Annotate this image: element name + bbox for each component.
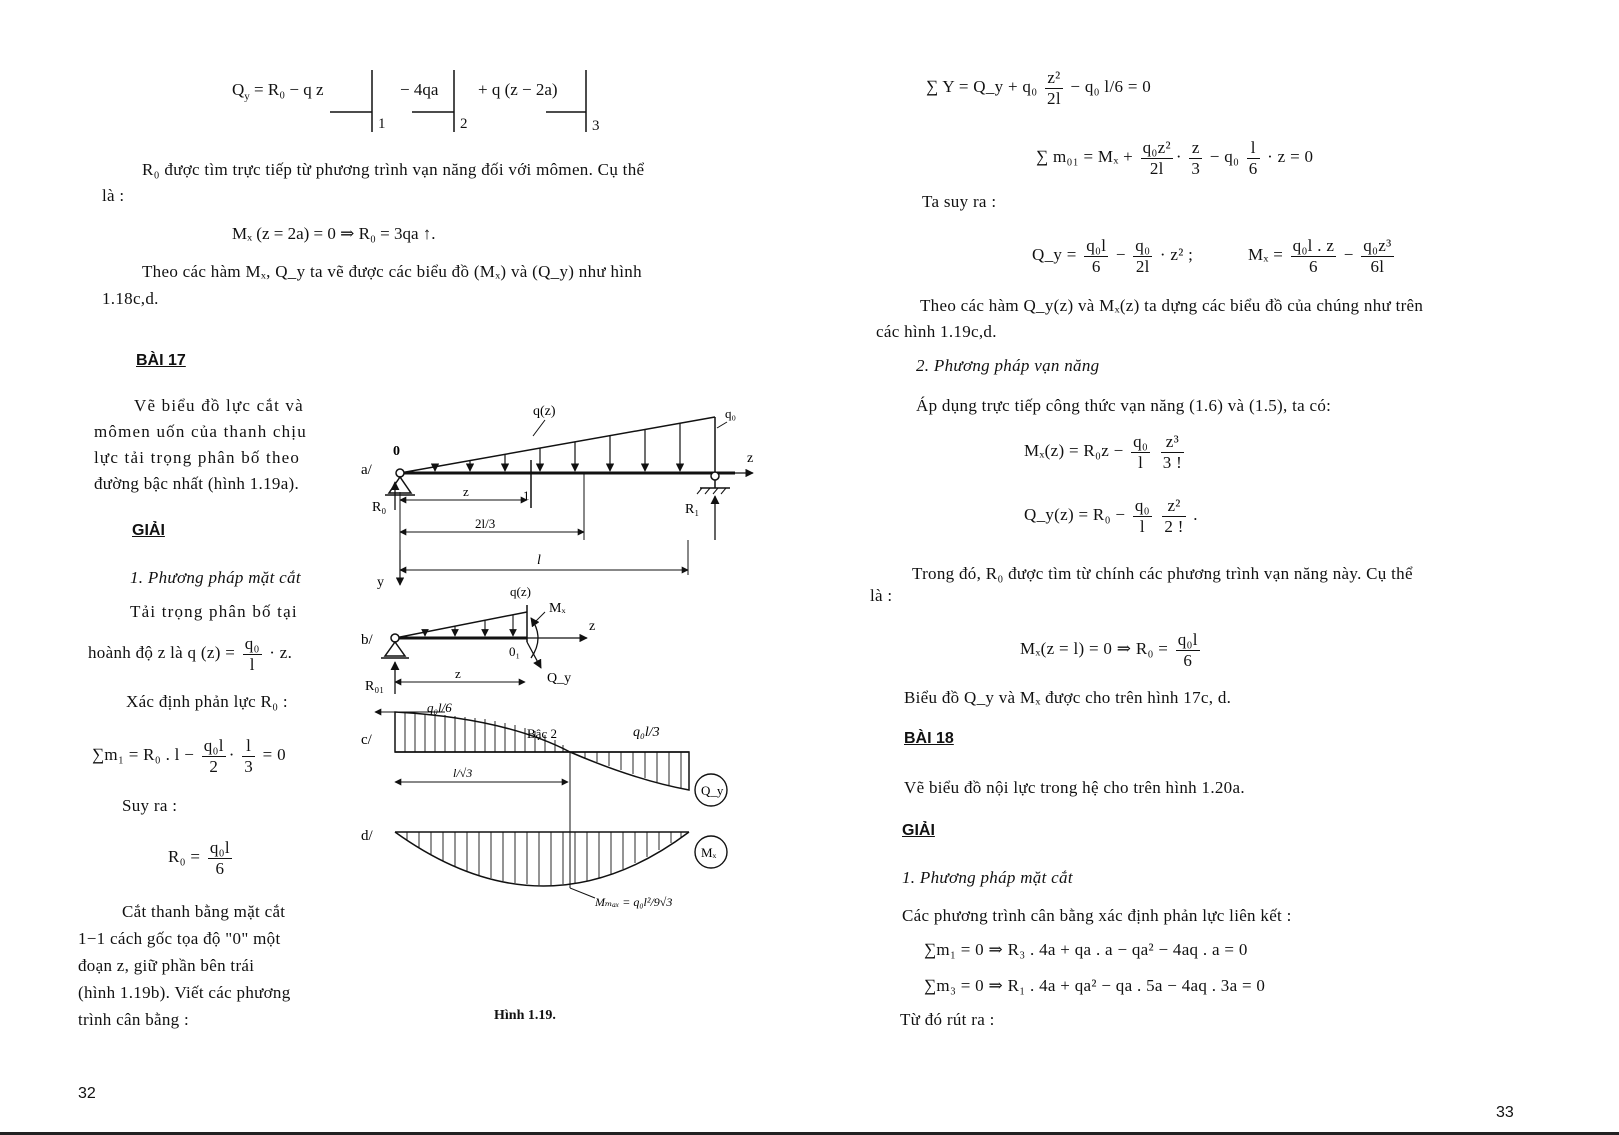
- label-q0l6: q₀l/6: [427, 700, 452, 715]
- label-Mx-b: Mₓ: [549, 601, 566, 616]
- qy-equation-bars: [320, 68, 620, 138]
- giai-heading-right: GIẢI: [902, 822, 935, 839]
- label-q0l3: q₀l/3: [633, 725, 660, 740]
- label-l-dim: l: [537, 553, 541, 568]
- cut-line-5: trình cân bằng :: [78, 1010, 190, 1029]
- problem-line-1: Vẽ biểu đồ lực cắt và: [134, 396, 304, 415]
- qy-mark-2: 2: [460, 116, 468, 132]
- equilibrium-eq-2: ∑m₃ = 0 ⇒ R₁ . 4a + qa² − qa . 5a − 4aq . 3a = 0: [924, 976, 1266, 995]
- label-mx-circle: Mₓ: [701, 845, 717, 860]
- qy-mark-3: 3: [592, 118, 600, 134]
- label-c: c/: [361, 732, 372, 748]
- label-q0: q₀: [725, 406, 737, 421]
- cut-line-3: đoạn z, giữ phần bên trái: [78, 956, 255, 975]
- qy-equation: $Q_y = R_0 - q$ z: [232, 80, 324, 103]
- cut-line-4: (hình 1.19b). Viết các phương: [78, 983, 291, 1002]
- reaction-line: Xác định phản lực R₀ :: [126, 692, 288, 711]
- paragraph-theo-line2: 1.18c,d.: [102, 289, 159, 308]
- tu-do-rut-ra: Từ đó rút ra :: [900, 1010, 995, 1029]
- problem-line-2: mômen uốn của thanh chịu: [94, 422, 307, 441]
- page-gutter: [820, 0, 821, 1135]
- paragraph-theo-line1: Theo các hàm Mₓ, Q_y ta vẽ được các biểu đồ (Mₓ) và (Q_y) như hình: [142, 262, 642, 281]
- label-qz-b: q(z): [510, 584, 531, 599]
- figure-1-19: [355, 400, 775, 940]
- label-z-b-dim: z: [455, 666, 461, 681]
- label-Qy-b: Q_y: [547, 671, 572, 686]
- label-b: b/: [361, 632, 373, 648]
- equilibrium-eq-1: ∑m₁ = 0 ⇒ R₃ . 4a + qa . a − qa² − 4aq . a = 0: [924, 940, 1248, 959]
- method1-right: 1. Phương pháp mặt cắt: [902, 868, 1073, 887]
- label-origin: 0: [393, 444, 400, 459]
- mxz-equation: Mₓ(z) = R₀z − $\frac{\text{q₀}}{l}$ $\frac{\text{z³}}{3 !}$: [1024, 432, 1183, 472]
- label-2l3: 2l/3: [475, 516, 496, 531]
- qyz-equation: Q_y(z) = R₀ − $\frac{\text{q₀}}{l}$ $\frac{\text{z²}}{2 !}$ .: [1024, 496, 1198, 536]
- label-y: y: [377, 575, 384, 590]
- label-qz-a: q(z): [533, 404, 556, 419]
- qy-equation-term3: + q (z − 2a): [478, 80, 558, 99]
- qy-mark-1: 1: [378, 116, 386, 132]
- label-qy-circle: Q_y: [701, 783, 724, 798]
- ta-suy-ra: Ta suy ra :: [922, 192, 997, 211]
- paragraph-theo-right-2: các hình 1.19c,d.: [876, 322, 997, 341]
- apply-line: Áp dụng trực tiếp công thức vạn năng (1.6) và (1.5), ta có:: [916, 396, 1332, 415]
- paragraph-trong-do-2: là :: [870, 586, 893, 605]
- load-line-2: hoành độ z là q (z) = $\frac{\text{q₀}}{l}$ · z.: [88, 634, 293, 674]
- label-bac2: Bậc 2: [527, 726, 557, 741]
- r0-result: R₀ = $\frac{\text{q₀l}}{6}$: [168, 838, 230, 878]
- bai17-heading: BÀI 17: [136, 352, 186, 369]
- sum-m1-equation: ∑m₁ = R₀ . l − $\frac{\text{q₀l}}{2}$ · $\frac{l}{3}$ = 0: [92, 736, 286, 776]
- paragraph-theo-right-1: Theo các hàm Q_y(z) và Mₓ(z) ta dựng các biểu đồ của chúng như trên: [920, 296, 1424, 315]
- giai-heading-left: GIẢI: [132, 522, 165, 539]
- label-O1: 0₁: [509, 644, 521, 659]
- method1-left: 1. Phương pháp mặt cắt: [130, 568, 301, 587]
- mxl-equation: Mₓ(z = l) = 0 ⇒ R₀ = $\frac{\text{q₀l}}{6}$: [1020, 630, 1198, 670]
- suy-ra-left: Suy ra :: [122, 796, 178, 815]
- paragraph-trong-do-1: Trong đó, R₀ được tìm từ chính các phương trình vạn năng này. Cụ thể: [912, 564, 1413, 583]
- label-R1: R₁: [685, 502, 700, 517]
- paragraph-r0-line1: R₀ được tìm trực tiếp từ phương trình vạn năng đối với mômen. Cụ thể: [142, 160, 645, 179]
- cut-line-1: Cắt thanh bằng mặt cắt: [122, 902, 286, 921]
- label-z-dim: z: [463, 484, 469, 499]
- label-a: a/: [361, 462, 372, 478]
- sum-m01-equation: ∑ m₀₁ = Mₓ + $\frac{\text{q₀z²}}{2l}$ · $\frac{z}{3}$ − q₀ $\frac{l}{6}$ · z = 0: [1036, 138, 1314, 178]
- problem-line-3: lực tải trọng phân bố theo: [94, 448, 301, 467]
- mx-result: Mₓ = $\frac{\text{q₀l . z}}{6}$ − $\frac{\text{q₀z³}}{6l}$: [1248, 236, 1392, 276]
- label-d: d/: [361, 828, 373, 844]
- label-R01: R₀₁: [365, 679, 385, 694]
- qy-result: Q_y = $\frac{\text{q₀l}}{6}$ − $\frac{\text{q₀}}{2l}$ · z² ;: [1032, 236, 1194, 276]
- paragraph-phuong-trinh: Các phương trình cân bằng xác định phản lực liên kết :: [902, 906, 1292, 925]
- load-line-1: Tải trọng phân bố tại: [130, 602, 298, 621]
- label-mmax: Mₘₐₓ = q₀l²/9√3: [595, 895, 673, 909]
- page-number-right: 33: [1496, 1104, 1514, 1121]
- qy-equation-term2: − 4qa: [400, 80, 439, 99]
- cut-line-2: 1−1 cách gốc tọa độ "0" một: [78, 929, 281, 948]
- paragraph-bieu-do: Biểu đồ Q_y và Mₓ được cho trên hình 17c, d.: [904, 688, 1232, 707]
- paragraph-r0-line2: là :: [102, 186, 125, 205]
- label-z-a: z: [747, 451, 754, 466]
- bai18-heading: BÀI 18: [904, 730, 954, 747]
- label-section-1: 1: [523, 488, 530, 503]
- problem-line-4: đường bậc nhất (hình 1.19a).: [94, 474, 300, 493]
- label-l-sqrt3: l/√3: [453, 766, 473, 780]
- paragraph-bai18: Vẽ biểu đồ nội lực trong hệ cho trên hình 1.20a.: [904, 778, 1245, 797]
- sum-y-equation: ∑ Y = Q_y + q₀ $\frac{\text{z²}}{2l}$ − q₀ l/6 = 0: [926, 68, 1152, 108]
- label-R0: R₀: [372, 500, 387, 515]
- page-number-left: 32: [78, 1085, 96, 1102]
- mx-equation: Mₓ (z = 2a) = 0 ⇒ R₀ = 3qa ↑.: [232, 224, 436, 243]
- figure-caption: Hình 1.19.: [494, 1008, 556, 1023]
- method2: 2. Phương pháp vạn năng: [916, 356, 1100, 375]
- label-z-b: z: [589, 619, 596, 634]
